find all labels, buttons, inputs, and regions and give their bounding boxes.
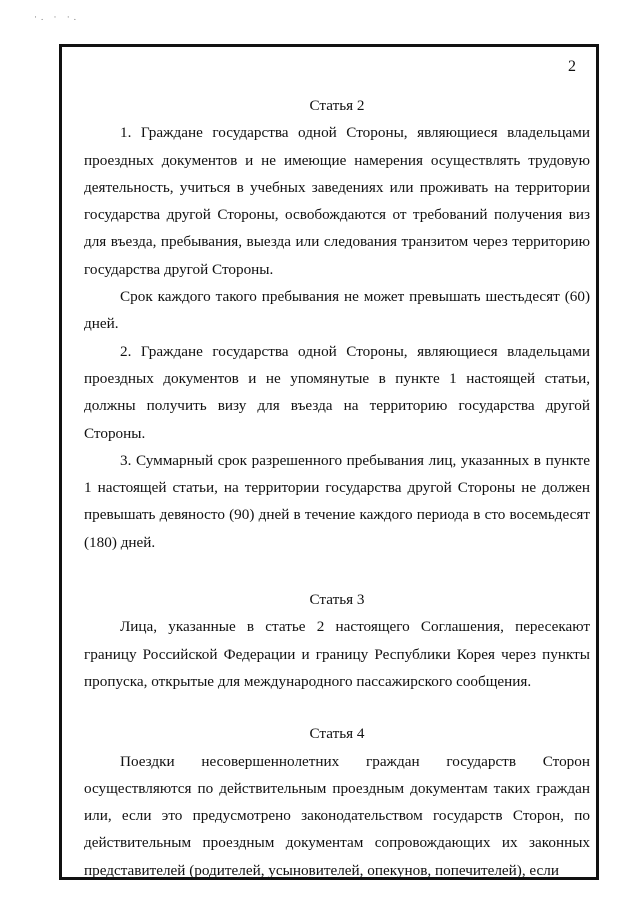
section-spacer [84,556,590,586]
article-3 [84,586,590,695]
article-2-heading: Статья 2 [309,97,365,114]
article-2-paragraph-4: 3. Суммарный срок разрешенного пребывания лиц, указанных в пункте 1 настоящей статьи, на территории государства другой Стороны не должен превышать девяносто (90) дней в течение каждого периода в сто восемьдесят (180) дней. [84,451,590,551]
scan-specks: ·. · ·. [34,12,80,22]
document-body [84,92,590,884]
article-2-paragraph-2: Срок каждого такого пребывания не может превышать шестьдесят (60) дней. [84,288,590,333]
article-4-heading: Статья 4 [309,725,365,743]
article-4-paragraph-1: Поездки несовершеннолетних граждан государств Сторон осуществляются по действительным проездным документам таких граждан или, если это предусмотрено законодательством государств Сторон, по действительным проездным документам сопровождающих их законных представителей (родителей, усыновителей, опекунов, попечителей), если [84,752,590,879]
page-number: 2 [568,58,576,75]
article-2-paragraph-3: 2. Граждане государства одной Стороны, являющиеся владельцами проездных документов и не упомянутые в пункте 1 настоящей статьи, должны получить визу для въезда на территорию государства другой Стороны. [84,342,590,442]
article-4 [84,720,590,884]
article-3-paragraph-1: Лица, указанные в статье 2 настоящего Соглашения, пересекают границу Российской Федерации и границу Республики Корея через пункты пропуска, открытые для международного пассажирского сообщения. [84,618,590,690]
section-spacer [84,695,590,720]
article-2-paragraph-1: 1. Граждане государства одной Стороны, являющиеся владельцами проездных документов и не имеющие намерения осуществлять трудовую деятельность, учиться в учебных заведениях или проживать на территории государства другой Стороны, освобождаются от требований получения виз для въезда, пребывания, выезда или следования транзитом через территорию государства другой Стороны. [84,124,590,278]
article-3-heading: Статья 3 [309,591,365,609]
article-2 [84,92,590,556]
